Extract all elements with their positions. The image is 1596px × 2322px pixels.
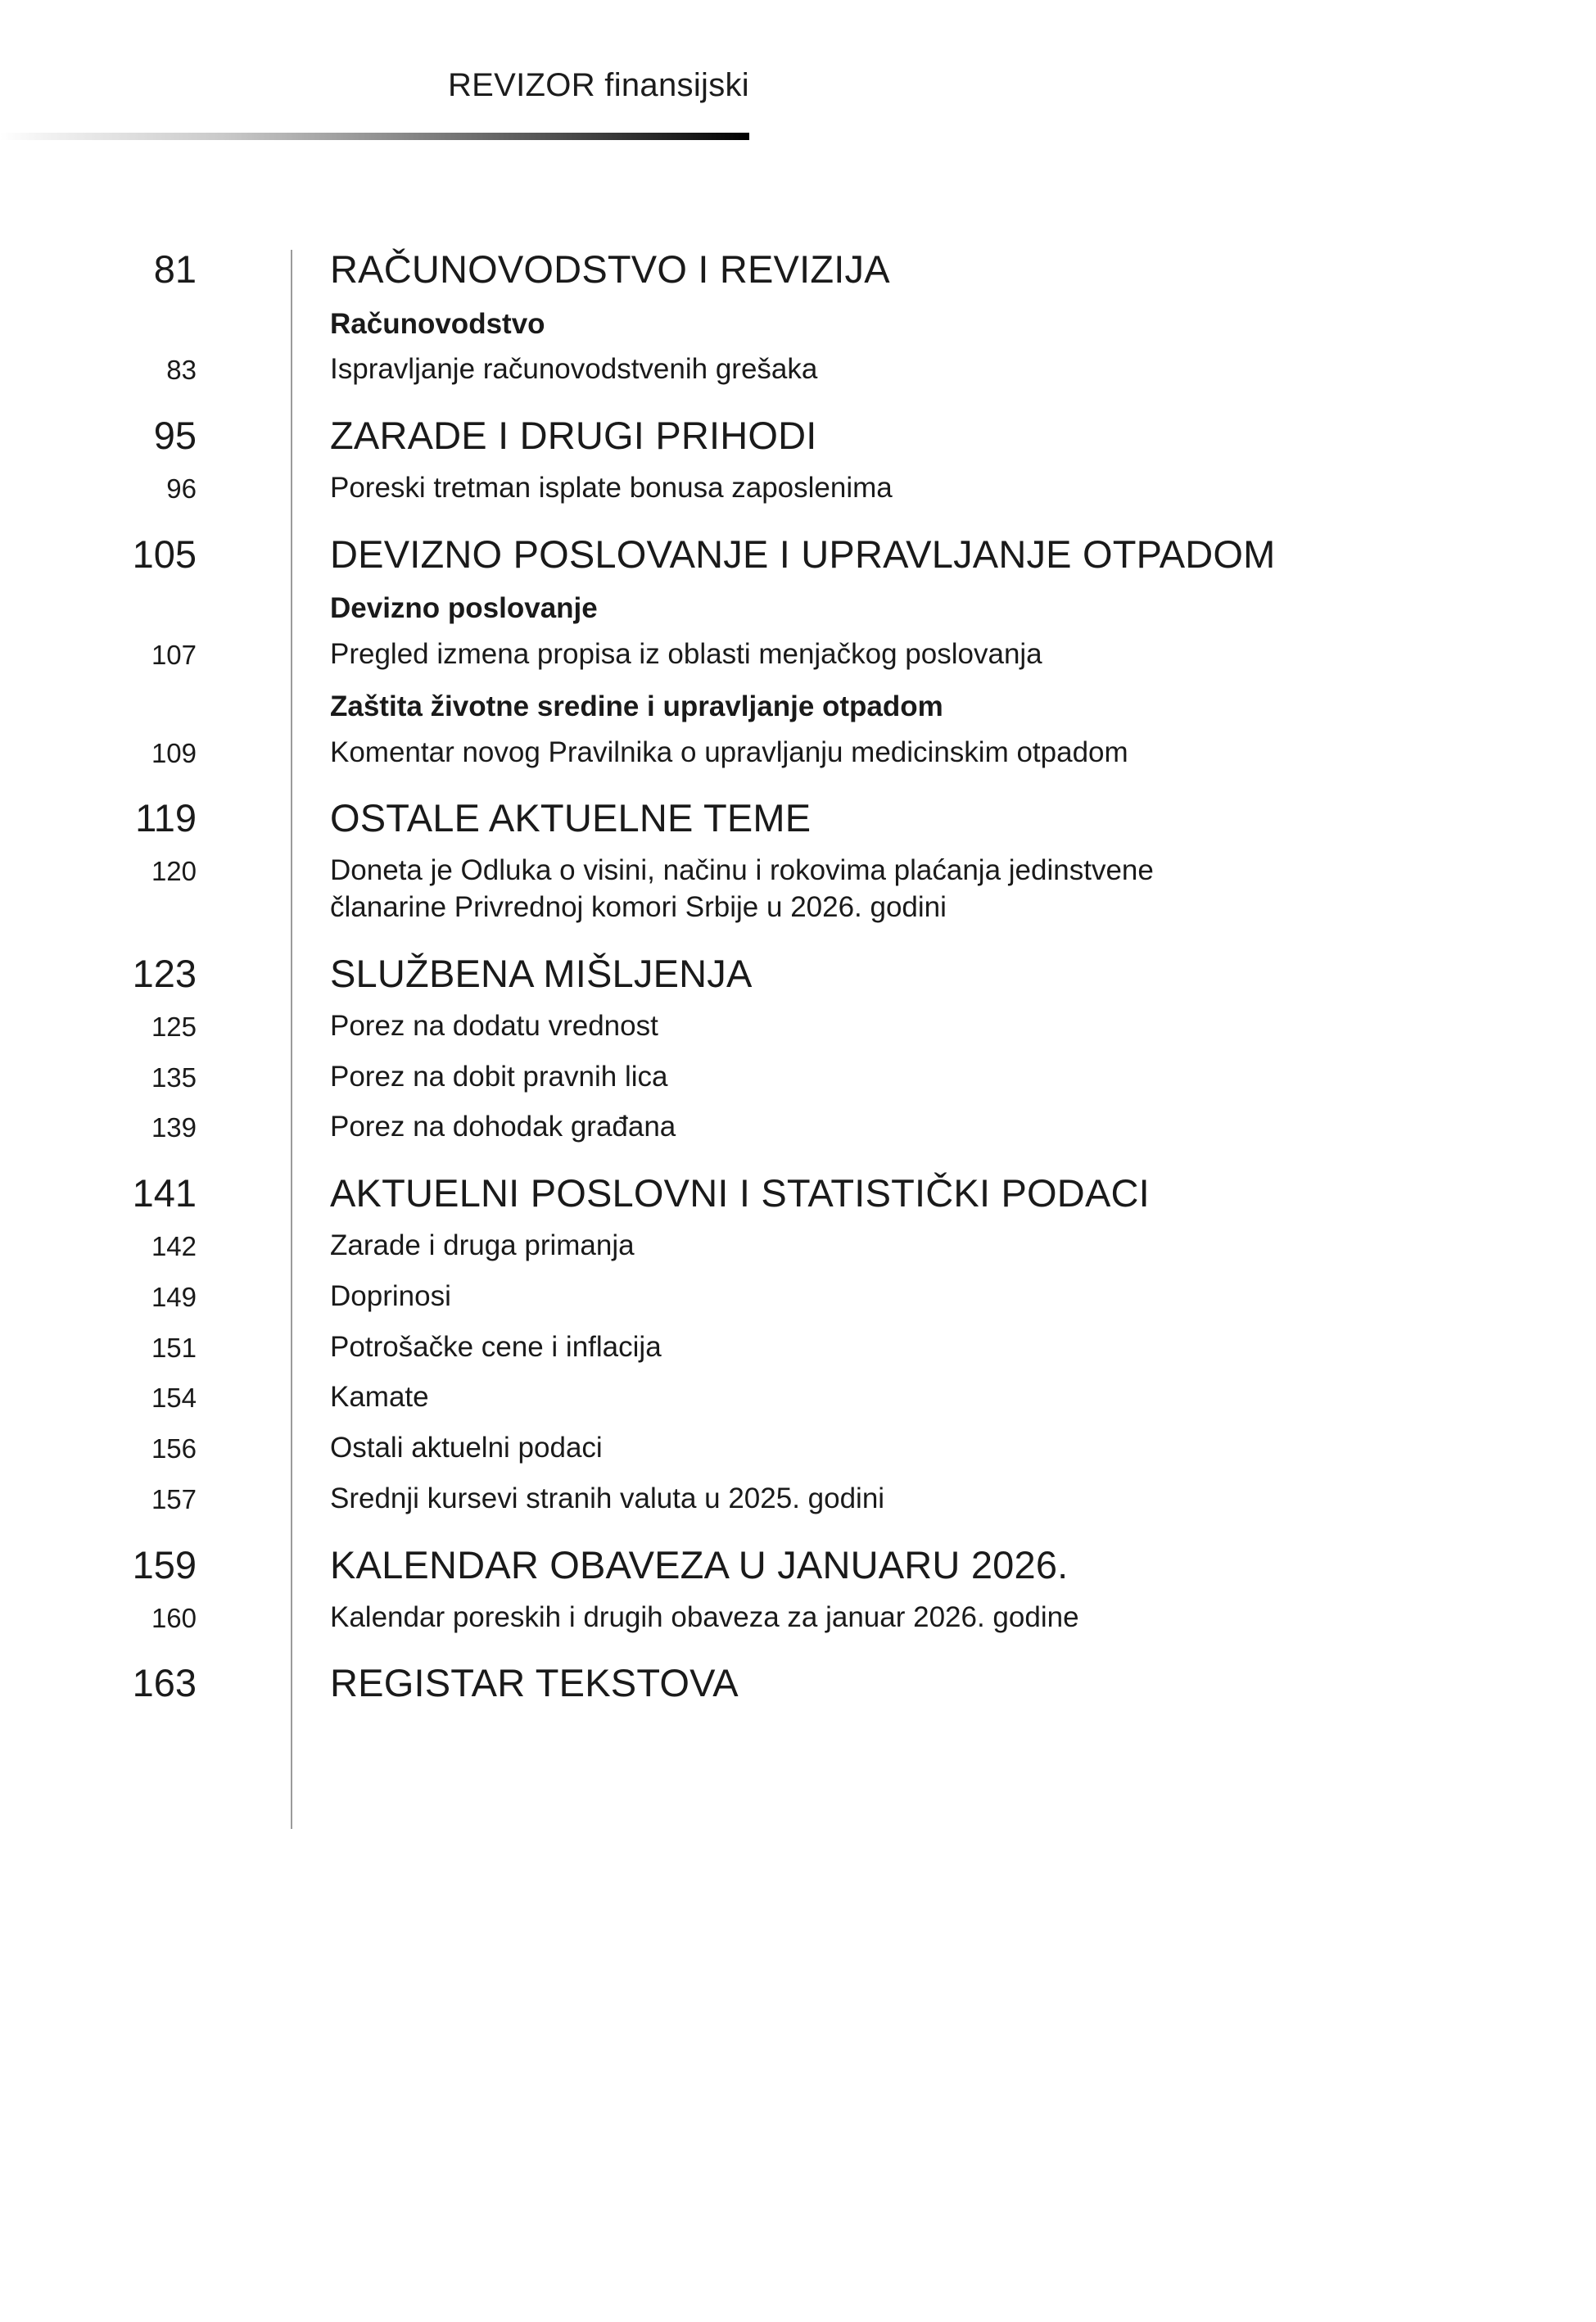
toc-entry-title: Kamate <box>330 1381 429 1414</box>
toc-section-row[interactable] <box>0 1171 1596 1215</box>
toc-entry-title: Srednji kursevi stranih valuta u 2025. godini <box>330 1482 885 1514</box>
toc-entry-row[interactable] <box>0 1430 1596 1467</box>
toc-page-number: 95 <box>153 413 197 457</box>
toc-page-number: 96 <box>166 473 197 504</box>
toc-entry-row[interactable] <box>0 1059 1596 1096</box>
toc-section-row[interactable] <box>0 1663 1596 1704</box>
toc-page-number: 83 <box>166 355 197 386</box>
toc-entry-row[interactable] <box>0 853 1596 926</box>
toc-page-number: 105 <box>132 532 197 576</box>
toc-page-number: 142 <box>151 1230 197 1261</box>
toc-entry-title: Porez na dobit pravnih lica <box>330 1060 668 1093</box>
toc-entry-row[interactable] <box>0 1481 1596 1518</box>
toc-page-number: 81 <box>153 247 197 291</box>
toc-group-title: Računovodstvo <box>330 307 545 340</box>
toc-page-number: 109 <box>151 737 197 768</box>
toc-entry-row[interactable] <box>0 1008 1596 1045</box>
toc-group-title: Devizno poslovanje <box>330 592 598 625</box>
toc-entry-title: Doprinosi <box>330 1279 451 1312</box>
toc-entry-row[interactable] <box>0 636 1596 673</box>
header-gradient-rule <box>0 133 749 140</box>
toc-entry-title: Ostali aktuelni podaci <box>330 1432 603 1464</box>
toc-entry-row[interactable] <box>0 1228 1596 1265</box>
toc-section-title: KALENDAR OBAVEZA U JANUARU 2026. <box>330 1542 1069 1586</box>
toc-section-title: DEVIZNO POSLOVANJE I UPRAVLJANJE OTPADOM <box>330 532 1276 576</box>
toc-page-number: 159 <box>132 1542 197 1586</box>
toc-page-number: 149 <box>151 1281 197 1312</box>
toc-entry-title: Zarade i druga primanja <box>330 1229 635 1261</box>
toc-entry-title <box>291 853 1596 926</box>
toc-row-list <box>0 247 1596 1705</box>
toc-section-title: AKTUELNI POSLOVNI I STATISTIČKI PODACI <box>330 1171 1150 1215</box>
toc-section-row[interactable] <box>0 532 1596 576</box>
toc-title-line: članarine Privrednoj komori Srbije u 2026. godini <box>330 891 947 924</box>
toc-page-number: 154 <box>151 1383 197 1414</box>
toc-section-row[interactable] <box>0 247 1596 291</box>
toc-entry-title: Pregled izmena propisa iz oblasti menjačkog poslovanja <box>330 637 1042 670</box>
toc-entry-title: Porez na dodatu vrednost <box>330 1009 658 1042</box>
toc-page-number: 125 <box>151 1011 197 1042</box>
toc-page-number: 163 <box>132 1661 197 1705</box>
toc-page-number: 156 <box>151 1433 197 1464</box>
toc-section-row[interactable] <box>0 1542 1596 1586</box>
toc-page-number: 139 <box>151 1112 197 1143</box>
toc-page-number: 120 <box>151 856 197 887</box>
toc-page-number: 151 <box>151 1332 197 1363</box>
toc-page-number: 160 <box>151 1602 197 1633</box>
toc-title-line: Doneta je Odluka o visini, načinu i rokovima plaćanja jedinstvene <box>330 854 1154 887</box>
toc-section-title: OSTALE AKTUELNE TEME <box>330 796 812 840</box>
toc-entry-title: Kalendar poreskih i drugih obaveza za januar 2026. godine <box>330 1600 1079 1633</box>
toc-page-number: 135 <box>151 1061 197 1093</box>
toc-entry-row[interactable] <box>0 1329 1596 1366</box>
toc-entry-row[interactable] <box>0 735 1596 772</box>
running-header-title: REVIZOR finansijski <box>447 67 749 103</box>
toc-page-number: 119 <box>135 796 197 840</box>
toc-entry-row[interactable] <box>0 1600 1596 1636</box>
toc-entry-title: Poreski tretman isplate bonusa zaposlenima <box>330 471 893 504</box>
toc-entry-title: Porez na dohodak građana <box>330 1111 676 1143</box>
toc-entry-title: Potrošačke cene i inflacija <box>330 1330 662 1363</box>
toc-entry-row[interactable] <box>0 1379 1596 1416</box>
toc-entry-row[interactable] <box>0 351 1596 388</box>
toc-page-number: 141 <box>132 1171 197 1215</box>
toc-entry-row[interactable] <box>0 1109 1596 1146</box>
toc-page-number: 107 <box>151 639 197 670</box>
toc-group-title: Zaštita životne sredine i upravljanje otpadom <box>330 690 943 723</box>
toc-group-row[interactable] <box>0 690 1596 722</box>
toc-section-title: ZARADE I DRUGI PRIHODI <box>330 413 817 457</box>
toc-page-number: 157 <box>151 1483 197 1514</box>
toc-entry-title: Ispravljanje računovodstvenih grešaka <box>330 353 818 386</box>
toc-section-title: REGISTAR TEKSTOVA <box>330 1661 739 1705</box>
toc-section-row[interactable] <box>0 796 1596 840</box>
toc-page-number: 123 <box>132 951 197 995</box>
toc-section-row[interactable] <box>0 413 1596 457</box>
toc-entry-row[interactable] <box>0 470 1596 507</box>
toc-entry-title: Komentar novog Pravilnika o upravljanju medicinskim otpadom <box>330 736 1128 768</box>
toc-section-title: RAČUNOVODSTVO I REVIZIJA <box>330 247 890 291</box>
toc-group-row[interactable] <box>0 592 1596 624</box>
toc-entry-row[interactable] <box>0 1279 1596 1315</box>
toc-section-title: SLUŽBENA MIŠLJENJA <box>330 951 753 995</box>
toc-section-row[interactable] <box>0 951 1596 995</box>
toc-group-row[interactable] <box>0 308 1596 340</box>
